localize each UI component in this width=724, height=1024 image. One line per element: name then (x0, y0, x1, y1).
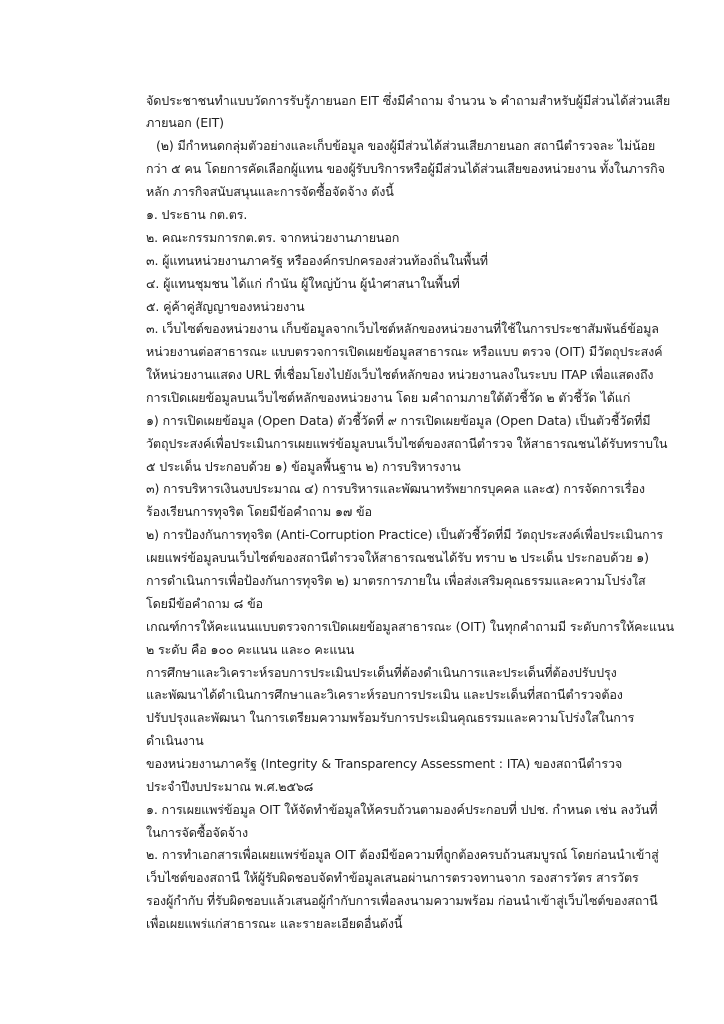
text-line: ๒) การป้องกันการทุจริต (Anti-Corruption Practice) เป็นตัวชี้วัดที่มี วัตถุประสงค์เพื่อประเมินการ (146, 527, 664, 542)
text-line: ๒. การทำเอกสารเพื่อเผยแพร่ข้อมูล OIT ต้องมีข้อความที่ถูกต้องครบถ้วนสมบูรณ์ โดยก่อนนำเข้าสู่ (146, 847, 659, 862)
text-line: ร้องเรียนการทุจริต โดยมีข้อคำถาม ๑๗ ข้อ (146, 504, 372, 519)
text-line: ๕. คู่ค้าคู่สัญญาของหน่วยงาน (146, 299, 305, 314)
text-line: ปรับปรุงและพัฒนา ในการเตรียมความพร้อมรับการประเมินคุณธรรมและความโปร่งใสในการ (146, 710, 635, 725)
text-line: ๑. การเผยแพร่ข้อมูล OIT ให้จัดทำข้อมูลให้ครบถ้วนตามองค์ประกอบที่ ปปช. กำหนด เช่น ลงวันที่ (146, 802, 658, 817)
text-line: ๒ ระดับ คือ ๑๐๐ คะแนน และ๐ คะแนน (146, 642, 355, 657)
text-line: จัดประชาชนทำแบบวัดการรับรู้ภายนอก EIT ซึ่งมีคำถาม จำนวน ๖ คำถามสำหรับผู้มีส่วนได้ส่วนเสีย (146, 93, 671, 108)
text-line: ในการจัดซื้อจัดจ้าง (146, 825, 248, 840)
text-line: ให้หน่วยงานแสดง URL ที่เชื่อมโยงไปยังเว็บไซต์หลักของ หน่วยงานลงในระบบ ITAP เพื่อแสดงถึง (146, 367, 654, 382)
text-line: ๓) การบริหารเงินงบประมาณ ๔) การบริหารและพัฒนาทรัพยากรบุคคล และ๕) การจัดการเรื่อง (146, 481, 645, 496)
text-line: และพัฒนาได้ดำเนินการศึกษาและวิเคราะห์รอบการประเมิน และประเด็นที่สถานีตำรวจต้อง (146, 687, 623, 702)
text-line: วัตถุประสงค์เพื่อประเมินการเผยแพร่ข้อมูลบนเว็บไซต์ของสถานีตำรวจ ให้สาธารณชนได้รับทราบใน (146, 436, 668, 451)
text-line: ภายนอก (EIT) (146, 115, 224, 130)
text-line: กว่า ๕ คน โดยการคัดเลือกผู้แทน ของผู้รับบริการหรือผู้มีส่วนได้ส่วนเสียของหน่วยงาน ทั้งในภารกิจ (146, 161, 665, 176)
text-line: การดำเนินการเพื่อป้องกันการทุจริต ๒) มาตรการภายใน เพื่อส่งเสริมคุณธรรมและความโปร่งใส (146, 573, 646, 588)
text-line: ของหน่วยงานภาครัฐ (Integrity & Transparency Assessment : ITA) ของสถานีตำรวจ (146, 756, 623, 771)
text-line: เว็บไซต์ของสถานี ให้ผู้รับผิดชอบจัดทำข้อมูลเสนอผ่านการตรวจทานจาก รองสารวัตร สารวัตร (146, 870, 639, 885)
text-line: ๕ ประเด็น ประกอบด้วย ๑) ข้อมูลพื้นฐาน ๒) การบริหารงาน (146, 459, 461, 474)
text-line: ๑) การเปิดเผยข้อมูล (Open Data) ตัวชี้วัดที่ ๙ การเปิดเผยข้อมูล (Open Data) เป็นตัวชี้วัดที่มี (146, 413, 651, 428)
text-line: การเปิดเผยข้อมูลบนเว็บไซต์หลักของหน่วยงาน โดย มคำถามภายใต้ตัวชี้วัด ๒ ตัวชี้วัด ได้แก่ (146, 390, 631, 405)
text-line: การศึกษาและวิเคราะห์รอบการประเมินประเด็นที่ต้องดำเนินการและประเด็นที่ต้องปรับปรุง (146, 665, 617, 680)
text-line: ๒. คณะกรรมการกต.ตร. จากหน่วยงานภายนอก (146, 230, 400, 245)
text-line: โดยมีข้อคำถาม ๘ ข้อ (146, 596, 263, 611)
text-line: ๓. เว็บไซต์ของหน่วยงาน เก็บข้อมูลจากเว็บไซต์หลักของหน่วยงานที่ใช้ในการประชาสัมพันธ์ข้อมูล (146, 321, 659, 336)
text-line: รองผู้กำกับ ที่รับผิดชอบแล้วเสนอผู้กำกับการเพื่อลงนามความพร้อม ก่อนนำเข้าสู่เว็บไซต์ของสถานี (146, 893, 658, 908)
text-line: ๑. ประธาน กต.ตร. (146, 207, 248, 222)
text-line: ๓. ผู้แทนหน่วยงานภาครัฐ หรือองค์กรปกครองส่วนท้องถิ่นในพื้นที่ (146, 253, 488, 268)
text-line: เผยแพร่ข้อมูลบนเว็บไซต์ของสถานีตำรวจให้สาธารณชนได้รับ ทราบ ๒ ประเด็น ประกอบด้วย ๑) (146, 550, 649, 565)
text-line: หลัก ภารกิจสนับสนุนและการจัดซื้อจัดจ้าง ดังนี้ (146, 184, 394, 199)
text-line: ๔. ผู้แทนชุมชน ได้แก่ กำนัน ผู้ใหญ่บ้าน ผู้นำศาสนาในพื้นที่ (146, 276, 460, 291)
text-line: เกณฑ์การให้คะแนนแบบตรวจการเปิดเผยข้อมูลสาธารณะ (OIT) ในทุกคำถามมี ระดับการให้คะแนน (146, 619, 674, 634)
text-line: ดำเนินงาน (146, 733, 204, 748)
text-line: หน่วยงานต่อสาธารณะ แบบตรวจการเปิดเผยข้อมูลสาธารณะ หรือแบบ ตรวจ (OIT) มีวัตถุประสงค์ (146, 344, 663, 359)
text-line: ประจำปีงบประมาณ พ.ศ.๒๕๖๘ (146, 779, 314, 794)
text-line: (๒) มีกำหนดกลุ่มตัวอย่างและเก็บข้อมูล ของผู้มีส่วนได้ส่วนเสียภายนอก สถานีตำรวจละ ไม่น้อย (156, 138, 656, 153)
text-line: เพื่อเผยแพร่แก่สาธารณะ และรายละเอียดอื่นดังนี้ (146, 916, 403, 931)
